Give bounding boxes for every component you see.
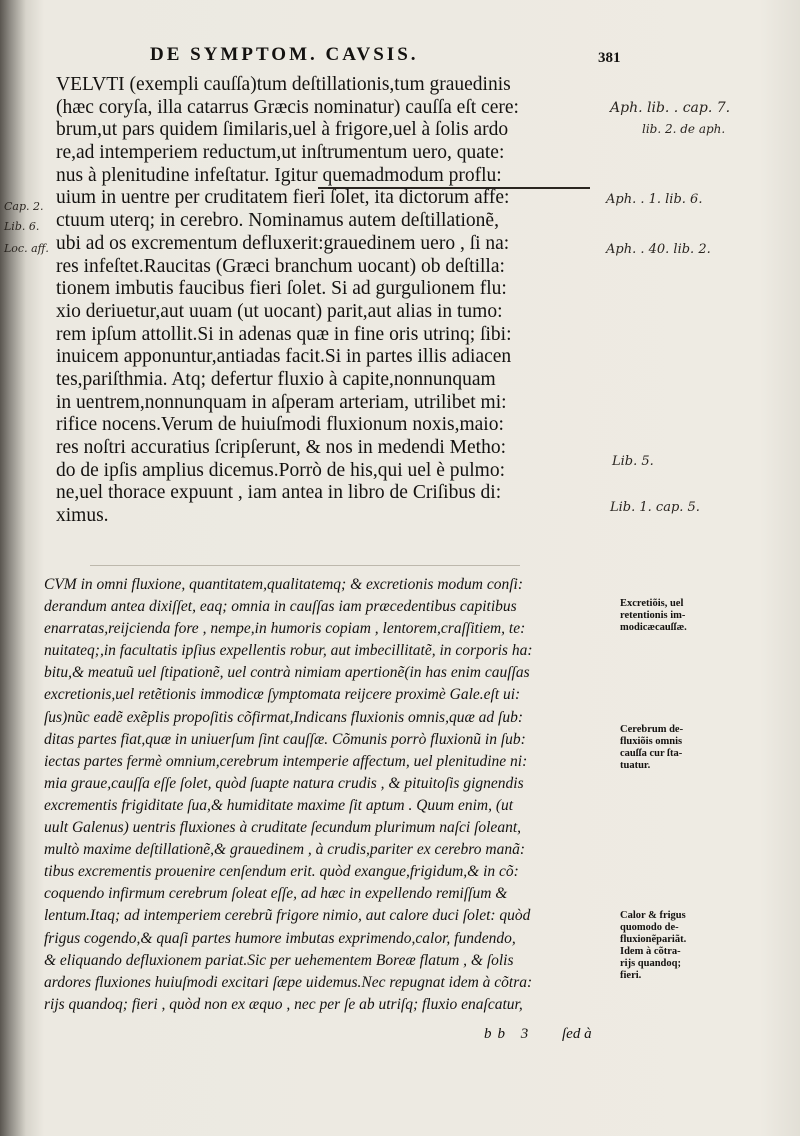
side-note-line: rijs quandoq; bbox=[620, 958, 681, 969]
side-note-line: Cerebrum de- bbox=[620, 724, 684, 735]
commentary-line: excretionis,uel retẽtionis immodicæ ſymptomata reijcere proximè Gale.eſt ui: bbox=[44, 686, 521, 704]
commentary-line: enarratas,reijcienda fore , nempe,in humoris copiam , lentorem,craſſitiem, te: bbox=[44, 620, 526, 638]
side-note-line: Idem à cõtra- bbox=[620, 946, 681, 957]
main-text-line: uium in uentre per cruditatem fieri ſolet, ita dictorum affe: bbox=[56, 187, 510, 209]
handwritten-note: Aph. lib. . cap. 7. bbox=[610, 100, 731, 116]
page-number: 381 bbox=[598, 50, 621, 66]
side-note-excretion bbox=[620, 598, 780, 634]
side-note-line: quomodo de- bbox=[620, 922, 679, 933]
main-text-line: ctuum uterq; in cerebro. Nominamus autem deſtillationẽ, bbox=[56, 210, 499, 232]
side-note-line: tuatur. bbox=[620, 760, 651, 771]
handwritten-note: Lib. 6. bbox=[4, 220, 40, 233]
side-note-line: Calor & frigus bbox=[620, 910, 686, 921]
bleed-through-rule bbox=[90, 565, 520, 566]
side-note-line: cauſſa cur ſta- bbox=[620, 748, 683, 759]
main-text-line: rem ipſum attollit.Si in adenas quæ in fine oris utrinq; ſibi: bbox=[56, 323, 512, 345]
main-text-line: res infeſtet.Raucitas (Græci branchum uocant) ob deſtilla: bbox=[56, 255, 505, 277]
main-text-line: nus à plenitudine infeſtatur. Igitur quemadmodum proflu: bbox=[56, 164, 502, 186]
side-note-calor-frigus bbox=[620, 910, 780, 982]
commentary-line: ditas partes fiat,quæ in uniuerſum ſint cauſſæ. Cõmunis porrò fluxionũ in ſub: bbox=[44, 730, 526, 748]
commentary-line: & eliquando defluxionem pariat.Sic per uehementem Boreæ flatum , & ſolis bbox=[44, 951, 514, 969]
commentary-line: uult Galenus) uentris fluxiones à cruditate ſecundum plurimum naſci ſoleant, bbox=[44, 819, 521, 837]
commentary-line: excrementis frigiditate ſua,& humiditate maxime ſit aptum . Quum enim, (ut bbox=[44, 796, 514, 814]
handwritten-note: Lib. 5. bbox=[612, 454, 654, 469]
handwritten-note: Aph. . 1. lib. 6. bbox=[606, 192, 703, 207]
main-text-line: do de ipſis amplius dicemus.Porrò de his,qui uel è pulmo: bbox=[56, 459, 505, 481]
main-text-line: xio deriuetur,aut uuam (ut uocant) parit,aut alias in tumo: bbox=[56, 300, 503, 322]
commentary-line: lentum.Itaq; ad intemperiem cerebrũ frigore nimio, aut calore duci ſolet: quòd bbox=[44, 907, 531, 925]
commentary-line: nuitateq;,in facultatis ipſius expellentis robur, aut imbecillitatẽ, in corporis ha: bbox=[44, 642, 533, 660]
side-note-line: fluxiõis omnis bbox=[620, 736, 683, 747]
side-note-cerebrum bbox=[620, 724, 780, 772]
commentary-line: multò maxime deſtillationẽ,& grauedinem , à crudis,pariter ex cerebro manã: bbox=[44, 841, 525, 859]
commentary-line: rijs quandoq; fieri , quòd non ex æquo , nec per ſe ab utriſq; fluxio enaſcatur, bbox=[44, 995, 523, 1013]
main-text-line: rifice nocens.Verum de huiuſmodi fluxionum noxis,maio: bbox=[56, 414, 504, 436]
commentary-line: ardores fluxiones huiuſmodi excitari ſæpe uidemus.Nec repugnat idem à cõtra: bbox=[44, 973, 533, 991]
main-text-line: ne,uel thorace expuunt , iam antea in libro de Criſibus di: bbox=[56, 482, 502, 504]
main-text-line: ximus. bbox=[56, 505, 109, 527]
commentary-line: frigus cogendo,& quaſi partes humore imbutas exprimendo,calor, fundendo, bbox=[44, 929, 516, 947]
commentary-line: mia graue,cauſſa eſſe ſolet, quòd ſuapte natura crudis , & pituitoſis gignendis bbox=[44, 774, 524, 792]
side-note-line: fluxionẽpariãt. bbox=[620, 934, 687, 945]
main-text-line: tes,pariſthmia. Atq; defertur fluxio à capite,nonnunquam bbox=[56, 368, 496, 390]
main-text-line: re,ad intemperiem reductum,ut inſtrumentum uero, quate: bbox=[56, 142, 505, 164]
main-text-line: in uentrem,nonnunquam in aſperam arteriam, utrilibet mi: bbox=[56, 391, 507, 413]
handwritten-note: Loc. aff. bbox=[4, 242, 49, 255]
handwritten-note: lib. 2. de aph. bbox=[642, 122, 726, 136]
main-text-line: tionem imbutis faucibus fieri ſolet. Si ad gurgulionem flu: bbox=[56, 278, 507, 300]
commentary-line: derandum antea dixiſſet, eaq; omnia in cauſſas iam præcedentibus capitibus bbox=[44, 598, 517, 616]
commentary-line: bitu,& meatuũ uel ſtipationẽ, uel contrà nimiam apertionẽ(in has enim cauſſas bbox=[44, 664, 530, 682]
handwritten-note: Aph. . 40. lib. 2. bbox=[606, 242, 711, 257]
main-text-line: brum,ut pars quidem ſimilaris,uel à frigore,uel à ſolis ardo bbox=[56, 119, 509, 141]
commentary-line: ſus)nũc eadẽ exẽplis propoſitis cõfirmat,Indicans fluxionis omnis,quæ ad ſub: bbox=[44, 708, 524, 726]
catchword: ſed à bbox=[562, 1026, 592, 1042]
main-text-line: res noſtri accuratius ſcripſerunt, & nos in medendi Metho: bbox=[56, 437, 507, 458]
main-text-line: inuicem apponuntur,antiadas facit.Si in partes illis adiacen bbox=[56, 346, 512, 368]
running-title: DE SYMPTOM. CAVSIS. bbox=[150, 44, 419, 65]
main-text-line: VELVTI (exempli cauſſa)tum deſtillationis,tum grauedinis bbox=[56, 74, 511, 95]
side-note-line: fieri. bbox=[620, 970, 642, 981]
commentary-text-block bbox=[44, 574, 600, 1016]
handwritten-note: Lib. 1. cap. 5. bbox=[610, 500, 700, 515]
commentary-line: CVM in omni fluxione, quantitatem,qualitatemq; & excretionis modum conſi: bbox=[44, 576, 523, 593]
main-text-line: ubi ad os excrementum defluxerit:grauedinem uero , ſi na: bbox=[56, 232, 510, 254]
signature-mark: bb 3 bbox=[484, 1026, 535, 1042]
side-note-line: retentionis im- bbox=[620, 610, 686, 621]
side-note-line: modicæcauſſæ. bbox=[620, 622, 687, 633]
commentary-line: coquendo infirmum cerebrum ſoleat eſſe, ad hæc in expellendo remiſſum & bbox=[44, 885, 508, 903]
commentary-line: iectas partes fermè omnium,cerebrum intemperie affectum, uel plenitudine ni: bbox=[44, 752, 528, 770]
handwritten-note: Cap. 2. bbox=[4, 200, 44, 213]
main-text-block bbox=[56, 74, 596, 528]
main-text-line: (hæc coryſa, illa catarrus Græcis nominatur) cauſſa eſt cere: bbox=[56, 96, 519, 118]
commentary-line: tibus excrementis prouenire cenſendum erit. quòd exangue,frigidum,& in cõ: bbox=[44, 863, 519, 881]
side-note-line: Excretiõis, uel bbox=[620, 598, 684, 609]
